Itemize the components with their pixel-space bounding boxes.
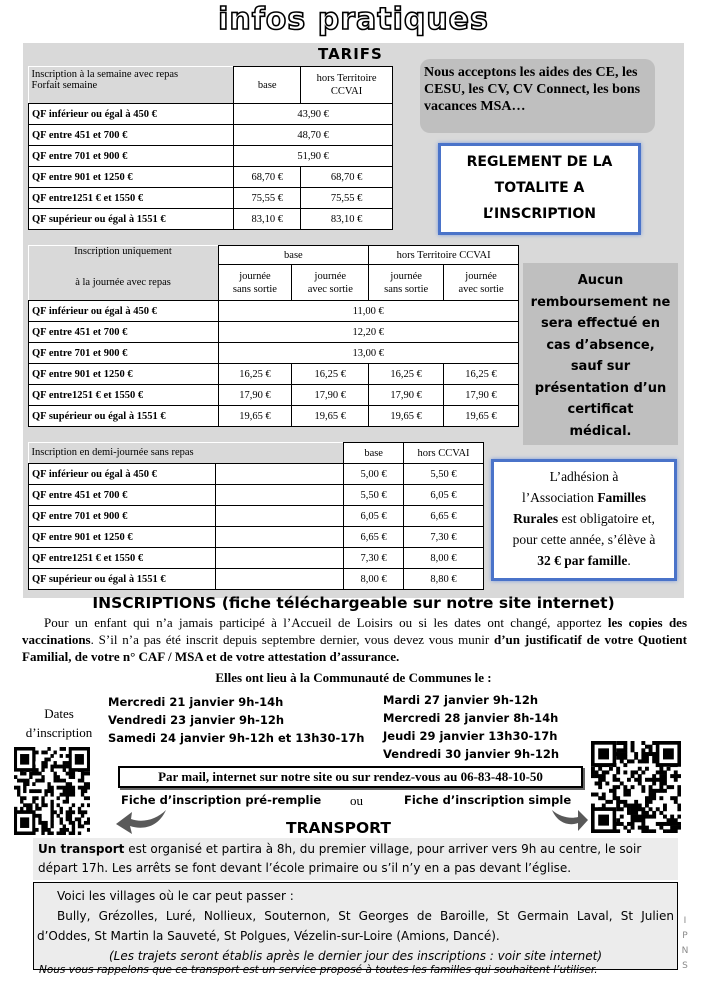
table-row: QF entre 701 et 900 € 51,90 € — [29, 146, 393, 167]
halfday-tariff-table: Inscription en demi-journée sans repas base hors CCVAI QF inférieur ou égal à 450 € 5,00 € 5,50 € QF entre 451 et 700 € 5,50 € 6,05 € QF entre 701 et 900 € 6,05 € 6,65 € QF entre 901 et 1250 € 6,65 € 7,30 € QF entre1251 € et 1550 € 7,30 € 8,00 € QF supérieur ou égal à 1551 € 8,00 € 8,80 € — [28, 442, 484, 590]
table-row: QF entre 901 et 1250 € 16,25 € 16,25 € 16,25 € 16,25 € — [29, 364, 519, 385]
table-row: QF inférieur ou égal à 450 € 11,00 € — [29, 301, 519, 322]
remboursement-box: Aucun remboursement ne sera effectué en cas d’absence, sauf sur présentation d’un certificat médical. — [523, 263, 678, 445]
arrow-right-icon — [548, 806, 590, 836]
table-row: QF inférieur ou égal à 450 € 43,90 € — [29, 104, 393, 125]
aides-box: Nous acceptons les aides des CE, les CESU, les CV, CV Connect, les bons vacances MSA… — [420, 59, 655, 133]
villages-box: Voici les villages où le car peut passer : Bully, Grézolles, Luré, Nollieux, Souternon, St Georges de Baroille, St Germain Laval, St Julien d’Oddes, St Martin la Sauveté, St Polgues, Vézelin-sur-Loire (Amions, Dancé). (Les trajets seront établis après le dernier jour des inscriptions : voir site internet) — [33, 882, 678, 970]
table-row: QF entre 701 et 900 € 6,05 € 6,65 € — [29, 506, 484, 527]
dates-left: Mercredi 21 janvier 9h-14h Vendredi 23 janvier 9h-12h Samedi 24 janvier 9h-12h et 13h30-17h — [108, 695, 365, 745]
side-mark: I P N S — [681, 916, 689, 971]
col-hors: hors Territoire CCVAI — [301, 67, 393, 104]
table-row: QF inférieur ou égal à 450 € 5,00 € 5,50 € — [29, 464, 484, 485]
table-row: QF entre1251 € et 1550 € 17,90 € 17,90 € 17,90 € 17,90 € — [29, 385, 519, 406]
dates-right: Mardi 27 janvier 9h-12h Mercredi 28 janvier 8h-14h Jeudi 29 janvier 13h30-17h Vendredi 30 janvier 9h-12h — [383, 693, 560, 761]
table-row: QF entre 451 et 700 € 12,20 € — [29, 322, 519, 343]
daily-tariff-table: Inscription uniquement base hors Territoire CCVAI à la journée avec repas journée sans sortie journée avec sortie journée sans sortie journée avec sortie QF inférieur ou égal à 450 € 11,00 € QF entre 451 et 700 € 12,20 € QF entre 701 et 900 € 13,00 € QF entre 901 et 1250 € 16,25 € 16,25 € 16,25 € 16,25 € QF entre1251 € et 1550 € 17,90 € 17,90 € 17,90 € 17,90 € QF supérieur ou égal à 1551 € 19,65 € 19,65 € 19,65 € 19,65 € — [28, 245, 519, 427]
ou-label: ou — [350, 793, 363, 808]
table-row: QF entre1251 € et 1550 € 75,55 € 75,55 € — [29, 188, 393, 209]
qr-code-right[interactable] — [591, 741, 681, 833]
table-row: QF supérieur ou égal à 1551 € 8,00 € 8,80 € — [29, 569, 484, 590]
adhesion-box: L’adhésion à l’Association Familles Rurales est obligatoire et, pour cette année, s’élève à 32 € par famille. — [491, 459, 677, 581]
reglement-box: REGLEMENT DE LA TOTALITE A L’INSCRIPTION — [438, 143, 641, 235]
col-base: base — [234, 67, 301, 104]
table-row: QF supérieur ou égal à 1551 € 83,10 € 83,10 € — [29, 209, 393, 230]
arrow-left-icon — [112, 806, 170, 840]
table-row: QF entre 901 et 1250 € 68,70 € 68,70 € — [29, 167, 393, 188]
transport-footer: Nous vous rappelons que ce transport est un service proposé à toutes les familles qui souhaitent l’utiliser. — [39, 964, 598, 976]
fiche-preremplie-link[interactable]: Fiche d’inscription pré-remplie — [121, 793, 322, 807]
table-row: QF supérieur ou égal à 1551 € 19,65 € 19,65 € 19,65 € 19,65 € — [29, 406, 519, 427]
contact-box: Par mail, internet sur notre site ou sur rendez-vous au 06-83-48-10-50 — [118, 766, 583, 788]
transport-text: Un transport est organisé et partira à 8h, du premier village, pour arriver vers 9h au centre, le soir départ 17h. Les arrêts se font devant l’école primaire ou s’il n’y en a pas devant l’église. — [38, 842, 642, 875]
transport-heading: TRANSPORT — [286, 819, 391, 837]
table-row: QF entre 701 et 900 € 13,00 € — [29, 343, 519, 364]
table-row: QF entre 451 et 700 € 48,70 € — [29, 125, 393, 146]
page-title: infos pratiques — [218, 2, 489, 37]
qr-code-left[interactable] — [14, 747, 90, 835]
fiche-simple-link[interactable]: Fiche d’inscription simple — [404, 793, 572, 807]
weekly-header: Inscription à la semaine avec repas Forfait semaine — [29, 67, 234, 104]
inscriptions-lieu: Elles ont lieu à la Communauté de Communes le : — [215, 670, 492, 685]
tarifs-heading: TARIFS — [318, 45, 383, 63]
table-row: QF entre1251 € et 1550 € 7,30 € 8,00 € — [29, 548, 484, 569]
inscriptions-heading: INSCRIPTIONS (fiche téléchargeable sur notre site internet) — [92, 594, 615, 612]
dates-label: Dates d’inscription — [25, 706, 93, 740]
inscriptions-text: Pour un enfant qui n’a jamais participé à l’Accueil de Loisirs ou si les dates ont changé, apportez les copies des vaccinations. S’il n’a pas été inscrit depuis septembre dernier, vous devez vous munir d’un justificatif de votre Quotient Familial, de votre n° CAF / MSA et de votre attestation d’assurance. — [22, 615, 687, 664]
table-row: QF entre 901 et 1250 € 6,65 € 7,30 € — [29, 527, 484, 548]
table-row: QF entre 451 et 700 € 5,50 € 6,05 € — [29, 485, 484, 506]
weekly-tariff-table — [28, 66, 393, 230]
